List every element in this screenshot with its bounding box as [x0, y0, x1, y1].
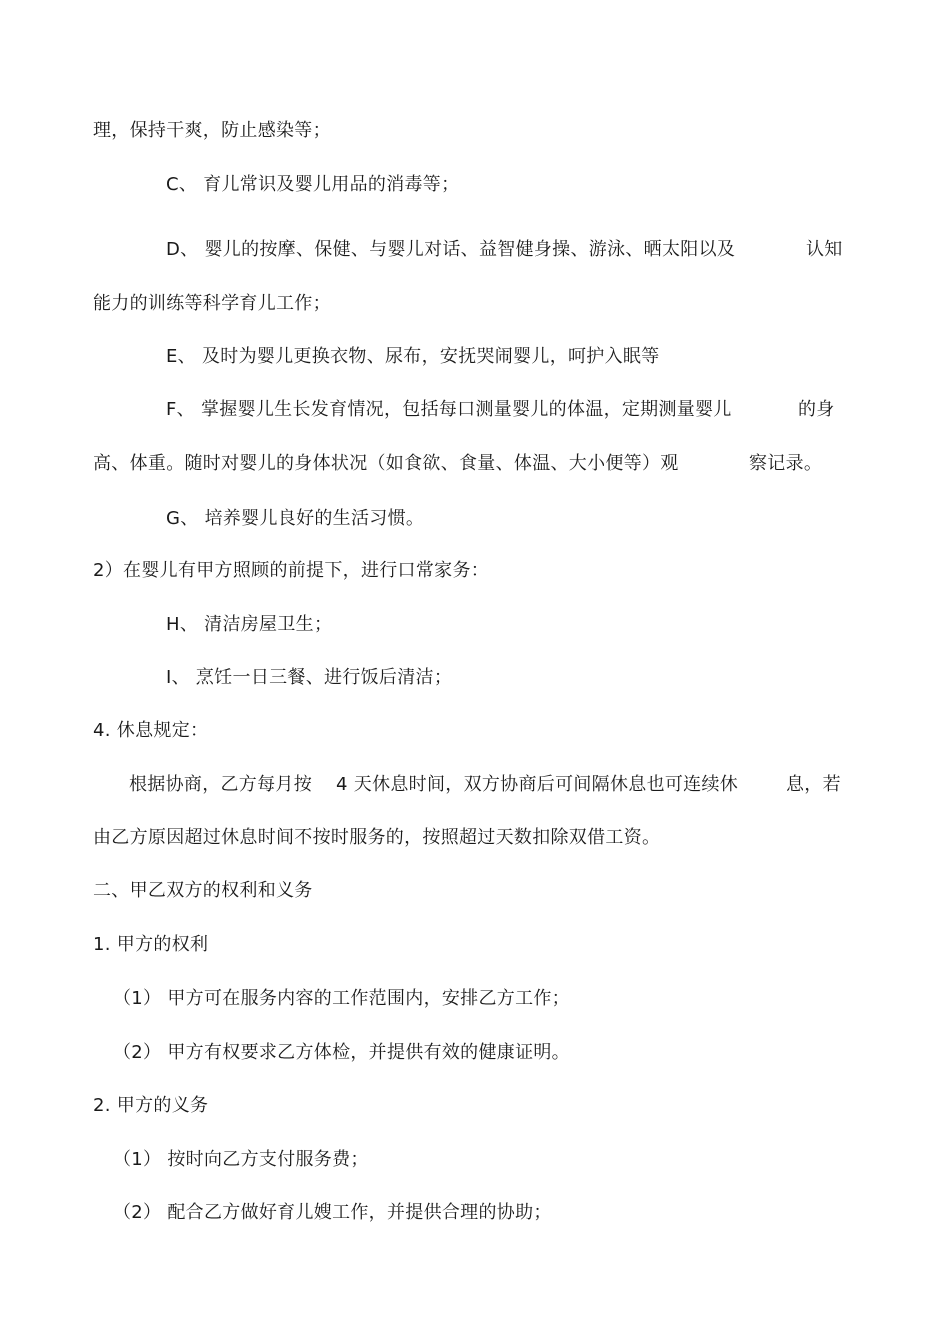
text-line: 高、体重。随时对婴儿的身体状况（如食欲、食量、体温、大小便等）观	[93, 453, 679, 474]
section-heading: 二、甲乙双方的权利和义务	[93, 880, 313, 901]
list-item: （2） 甲方有权要求乙方体检，并提供有效的健康证明。	[113, 1042, 570, 1063]
subsection-heading: 1. 甲方的权利	[93, 934, 209, 955]
text-line: G、 培养婴儿良好的生活习惯。	[166, 508, 425, 529]
subsection-heading: 2. 甲方的义务	[93, 1095, 209, 1116]
text-line: 息，若	[786, 774, 841, 795]
text-line: 理，保持干爽，防止感染等；	[93, 120, 331, 141]
list-item: （1） 甲方可在服务内容的工作范围内，安排乙方工作；	[113, 988, 570, 1009]
text-line: 由乙方原因超过休息时间不按时服务的，按照超过天数扣除双借工资。	[93, 827, 661, 848]
text-line: C、 育儿常识及婴儿用品的消毒等；	[166, 174, 460, 195]
text-line: 能力的训练等科学育儿工作；	[93, 293, 331, 314]
section-heading: 4. 休息规定：	[93, 720, 209, 741]
text-line: D、 婴儿的按摩、保健、与婴儿对话、益智健身操、游泳、晒太阳以及	[166, 239, 736, 260]
list-item: （1） 按时向乙方支付服务费；	[113, 1149, 369, 1170]
text-line: 2）在婴儿有甲方照顾的前提下，进行口常家务：	[93, 560, 490, 581]
text-line: 的身	[798, 399, 835, 420]
text-line: 认知	[806, 239, 843, 260]
text-line: 根据协商，乙方每月按	[129, 774, 312, 795]
text-line: I、 烹饪一日三餐、进行饭后清洁；	[166, 667, 453, 688]
text-line: 察记录。	[749, 453, 823, 474]
text-line: 4 天休息时间，双方协商后可间隔休息也可连续休	[336, 774, 739, 795]
list-item: （2） 配合乙方做好育儿嫂工作，并提供合理的协助；	[113, 1202, 552, 1223]
text-line: F、 掌握婴儿生长发育情况，包括每口测量婴儿的体温，定期测量婴儿	[166, 399, 732, 420]
text-line: H、 清洁房屋卫生；	[166, 614, 333, 635]
text-line: E、 及时为婴儿更换衣物、尿布，安抚哭闹婴儿，呵护入眠等	[166, 346, 660, 367]
